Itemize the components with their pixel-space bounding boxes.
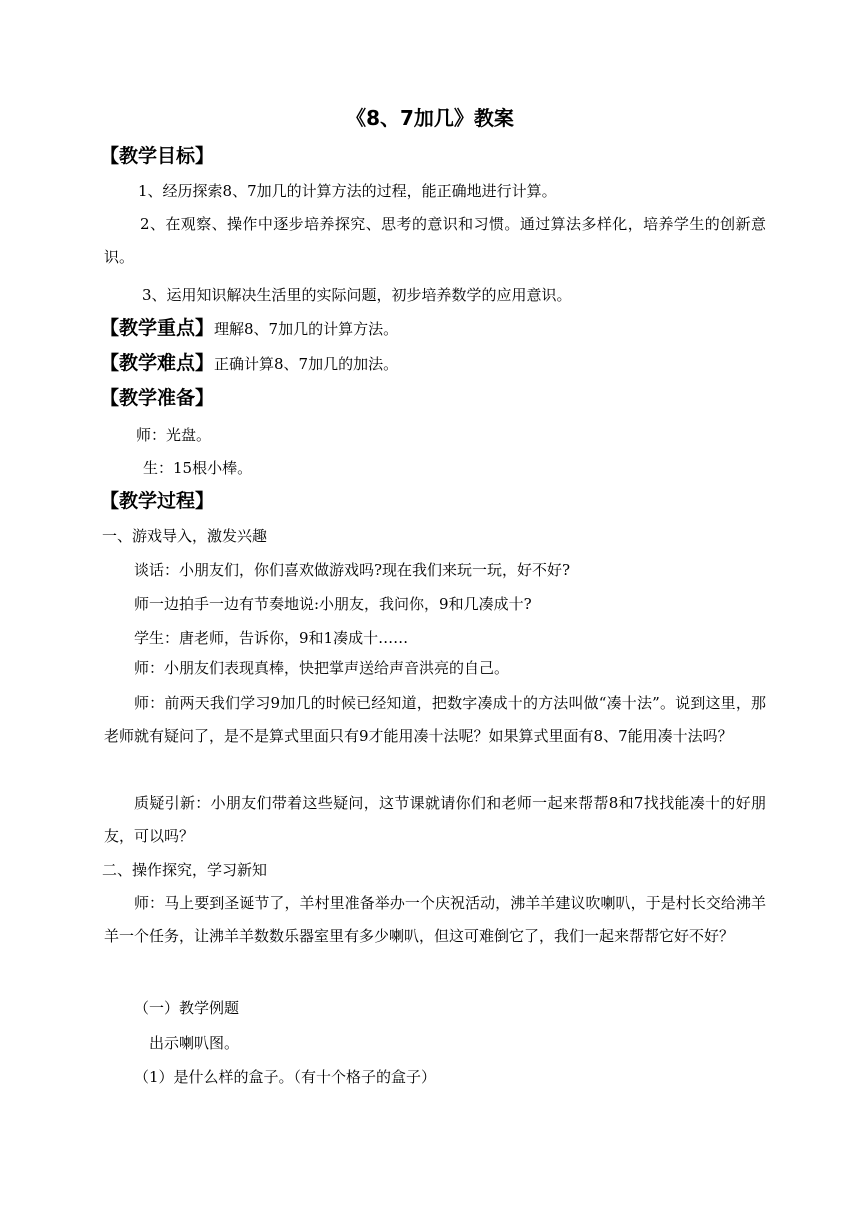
heading-key-point [100, 315, 398, 342]
difficulty-text: 正确计算8、7加几的加法。 [214, 355, 399, 373]
heading-difficulty [100, 350, 398, 377]
section2-subtitle: （一）教学例题 [134, 999, 240, 1017]
key-point-label: 【教学重点】 [100, 317, 215, 339]
heading-teaching-goals: 【教学目标】 [100, 145, 215, 167]
section2-title: 二、操作探究，学习新知 [102, 861, 268, 879]
prep-student: 生：15根小棒。 [143, 459, 253, 477]
section1-line-4: 师：小朋友们表现真棒，快把掌声送给声音洪亮的自己。 [134, 659, 510, 677]
goal-item-2: 2、在观察、操作中逐步培养探究、思考的意识和习惯。通过算法多样化，培养学生的创新意识。 [104, 215, 766, 266]
prep-teacher: 师：光盘。 [136, 426, 212, 444]
section1-line-5: 师：前两天我们学习9加几的时候已经知道，把数字凑成十的方法叫做“凑十法”。说到这里，那老师就有疑问了，是不是算式里面只有9才能用凑十法呢？如果算式里面有8、7能用凑十法吗？ [104, 694, 766, 745]
section1-line-1: 谈话：小朋友们，你们喜欢做游戏吗?现在我们来玩一玩，好不好? [134, 561, 571, 579]
goal-item-1: 1、经历探索8、7加几的计算方法的过程，能正确地进行计算。 [138, 182, 557, 200]
heading-preparation: 【教学准备】 [100, 387, 215, 409]
section2-intro: 师：马上要到圣诞节了，羊村里准备举办一个庆祝活动，沸羊羊建议吹喇叭，于是村长交给沸羊羊一个任务，让沸羊羊数数乐器室里有多少喇叭，但这可难倒它了，我们一起来帮帮它好不好？ [104, 894, 766, 945]
section1-line-2: 师一边拍手一边有节奏地说:小朋友，我问你，9和几凑成十? [134, 595, 532, 613]
section1-line-3: 学生：唐老师，告诉你，9和1凑成十…… [134, 629, 409, 647]
section1-title: 一、游戏导入，激发兴趣 [102, 527, 268, 545]
document-title: 《8、7加几》教案 [346, 106, 514, 130]
difficulty-label: 【教学难点】 [100, 352, 215, 374]
heading-process: 【教学过程】 [100, 490, 215, 512]
key-point-text: 理解8、7加几的计算方法。 [214, 320, 399, 338]
section1-line-6: 质疑引新：小朋友们带着这些疑问，这节课就请你们和老师一起来帮帮8和7找找能凑十的好朋友，可以吗？ [104, 794, 766, 845]
section2-question-1: （1）是什么样的盒子。（有十个格子的盒子） [134, 1068, 437, 1086]
section2-show: 出示喇叭图。 [149, 1034, 240, 1052]
goal-item-3: 3、运用知识解决生活里的实际问题，初步培养数学的应用意识。 [142, 286, 572, 304]
